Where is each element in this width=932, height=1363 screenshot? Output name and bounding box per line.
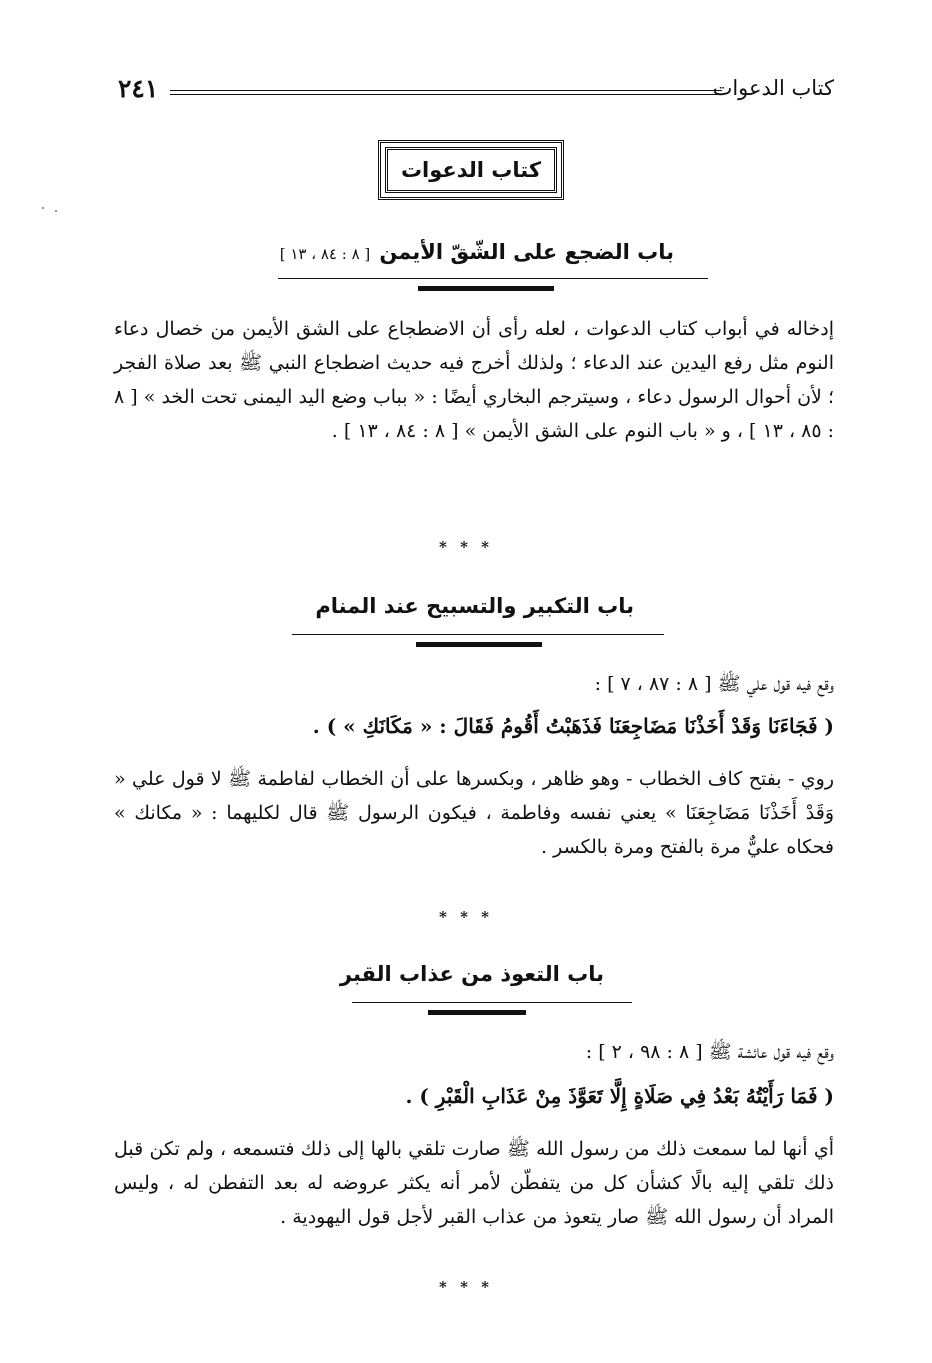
- scan-speck: [55, 210, 57, 212]
- chapter-heading-1: [280, 240, 674, 264]
- chapter-2-quote: ( فَجَاءَنَا وَقَدْ أَخَذْنَا مَضَاجِعَنَا فَذَهَبْتُ أَقُومُ فَقَالَ : « مَكَانَكِ » ) .: [312, 714, 834, 738]
- chapter-bar: [418, 286, 554, 291]
- chapter-rule: [278, 278, 708, 279]
- chapter-3-paragraph: أي أنها لما سمعت ذلك من رسول الله ﷺ صارت تلقي بالها إلى ذلك فتسمعه ، ولم تكن قبل ذلك تلقي إليه بالًا كشأن كل من يتفطّن لأمر أنه يكثر عروضه له بعد التفطن له ، وليس المراد أن رسول الله ﷺ صار يتعوذ من عذاب القبر لأجل قول اليهودية .: [114, 1138, 834, 1228]
- section-separator: * * *: [439, 538, 493, 556]
- book-title: كتاب الدعوات: [385, 147, 557, 193]
- chapter-1-paragraph: إدخاله في أبواب كتاب الدعوات ، لعله رأى أن الاضطجاع على الشق الأيمن من خصال دعاء النوم مثل رفع اليدين عند الدعاء ؛ ولذلك أخرج فيه حديث اضطجاع النبي ﷺ بعد صلاة الفجر ؛ لأن أحوال الرسول دعاء ، وسيترجم البخاري أيضًا : « بباب وضع اليد اليمنى تحت الخد » [ ٨ : ٨٥ ، ١٣ ] ، و « باب النوم على الشق الأيمن » [ ٨ : ٨٤ ، ١٣ ] .: [114, 318, 834, 442]
- chapter-3-intro: وقع فيه قول عائشة ﷺ [ ٨ : ٩٨ ، ٢ ] :: [585, 1041, 834, 1063]
- chapter-reference: [ ٨ : ٨٤ ، ١٣ ]: [279, 245, 371, 263]
- header-rule: [170, 90, 722, 95]
- page-number: ٢٤١: [118, 74, 159, 103]
- chapter-title: باب التكبير والتسبيح عند المنام: [315, 594, 634, 618]
- book-title-frame: [378, 140, 564, 200]
- chapter-2-paragraph: روي - بفتح كاف الخطاب - وهو ظاهر ، وبكسرها على أن الخطاب لفاطمة ﷺ لا قول علي « وَقَدْ أَخَذْنَا مَضَاجِعَنَا » يعني نفسه وفاطمة ، فيكون الرسول ﷺ قال لكليهما : « مكانك » فحكاه عليٌّ مرة بالفتح ومرة بالكسر .: [114, 768, 834, 858]
- chapter-2-intro: وقع فيه قول علي ﷺ [ ٨ : ٨٧ ، ٧ ] :: [594, 673, 834, 695]
- chapter-3-quote: ( فَمَا رَأَيْتُهُ بَعْدُ فِي صَلَاةٍ إِلَّا تَعَوَّذَ مِنْ عَذَابِ الْقَبْرِ ) .: [405, 1084, 834, 1108]
- running-header: [118, 76, 834, 112]
- chapter-heading-2: [315, 594, 634, 618]
- chapter-bar: [428, 1010, 526, 1015]
- chapter-rule: [352, 1002, 632, 1003]
- section-separator: * * *: [439, 1278, 493, 1296]
- chapter-rule: [292, 634, 664, 635]
- scan-speck: [42, 207, 44, 209]
- chapter-heading-3: [340, 962, 604, 986]
- chapter-bar: [416, 642, 542, 647]
- chapter-title: باب التعوذ من عذاب القبر: [339, 962, 604, 986]
- section-separator: * * *: [439, 908, 493, 926]
- running-title: كتاب الدعوات: [712, 76, 834, 100]
- chapter-title: باب الضجع على الشّقّ الأيمن: [379, 240, 674, 264]
